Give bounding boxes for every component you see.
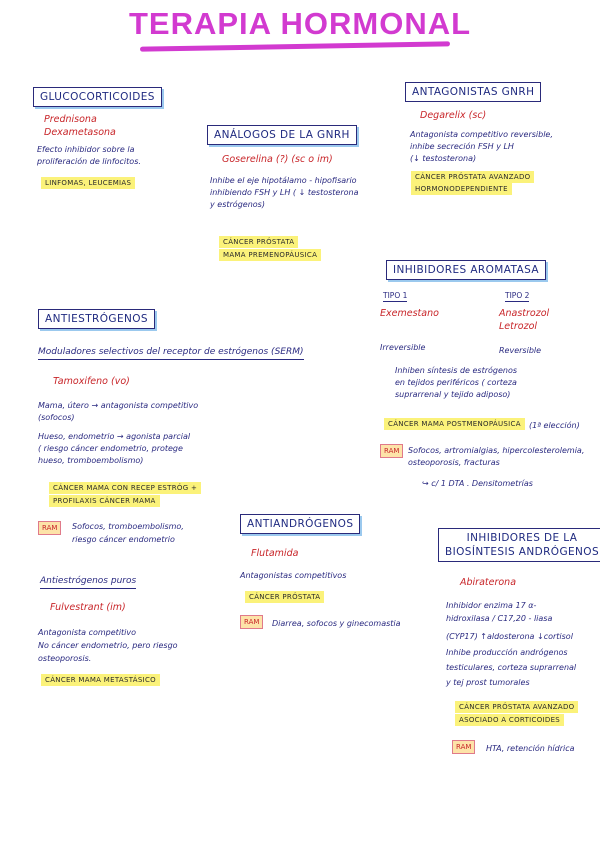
drug-letrozol: Letrozol xyxy=(499,321,538,332)
pure-antiestrogens-title: Antiestrógenos puros xyxy=(40,575,136,589)
antiandrogens-indication: CÁNCER PRÓSTATA xyxy=(245,591,324,603)
drug-fulvestrant: Fulvestrant (im) xyxy=(50,602,126,613)
antiestrogens-heading: ANTIESTRÓGENOS xyxy=(38,309,155,329)
aromatase-tipo2: TIPO 2 xyxy=(505,291,530,300)
drug-dexametasona: Dexametasona xyxy=(44,127,116,138)
aromatase-tipo1: TIPO 1 xyxy=(383,291,408,300)
pure-effect-2: No cáncer endometrio, pero riesgo xyxy=(38,641,178,650)
gnrh-antag-effect-2: inhibe secreción FSH y LH xyxy=(410,142,514,151)
drug-exemestano: Exemestano xyxy=(380,308,439,319)
gluco-effect-2: proliferación de linfocitos. xyxy=(37,157,141,166)
serm-effect2-3: hueso, tromboembolismo) xyxy=(38,456,144,465)
gnrh-analogs-indication-2: MAMA PREMENOPÁUSICA xyxy=(219,249,321,261)
drug-anastrozol: Anastrozol xyxy=(499,308,550,319)
gluco-effect-1: Efecto inhibidor sobre la xyxy=(37,145,135,154)
biosynth-heading-line1: INHIBIDORES DE LA xyxy=(466,532,578,544)
biosynth-effect-3: (CYP17) ↑aldosterona ↓cortisol xyxy=(446,632,573,641)
aromatase-heading: INHIBIDORES AROMATASA xyxy=(386,260,546,280)
aromatase-ram-2: osteoporosis, fracturas xyxy=(408,458,500,467)
title-underline xyxy=(140,41,450,51)
gnrh-analogs-heading: ANÁLOGOS DE LA GNRH xyxy=(207,125,357,145)
drug-prednisona: Prednisona xyxy=(44,114,97,125)
serm-effect1-2: (sofocos) xyxy=(38,413,75,422)
antiandrogens-heading: ANTIANDRÓGENOS xyxy=(240,514,360,534)
aromatase-ram-1: Sofocos, artromialgias, hipercolesterolemia, xyxy=(408,446,585,455)
aromatase-indication: CÁNCER MAMA POSTMENOPÁUSICA xyxy=(384,418,525,430)
serm-ram-badge: RAM xyxy=(38,521,61,535)
aromatase-ram-badge: RAM xyxy=(380,444,403,458)
biosynth-indication-2: ASOCIADO A CORTICOIDES xyxy=(455,714,564,726)
serm-ram-2: riesgo cáncer endometrio xyxy=(72,535,175,544)
drug-degarelix: Degarelix (sc) xyxy=(420,110,487,121)
serm-indication-1: CÁNCER MAMA CON RECEP ESTRÓG + xyxy=(49,482,201,494)
gnrh-analogs-effect-2: inhibiendo FSH y LH ( ↓ testosterona xyxy=(210,188,359,197)
serm-effect2-1: Hueso, endometrio → agonista parcial xyxy=(38,432,191,441)
biosynth-effect-5: testiculares, corteza suprarrenal xyxy=(446,663,577,672)
serm-effect2-2: ( riesgo cáncer endometrio, protege xyxy=(38,444,183,453)
biosynth-ram-badge: RAM xyxy=(452,740,475,754)
gnrh-antag-indication-2: HORMONODEPENDIENTE xyxy=(411,183,512,195)
serm-indication-2: PROFILAXIS CÁNCER MAMA xyxy=(49,495,160,507)
aromatase-reversible: Reversible xyxy=(499,346,542,355)
biosynth-effect-1: Inhibidor enzima 17 α- xyxy=(446,601,537,610)
drug-goserelina: Goserelina (?) (sc o im) xyxy=(222,154,333,165)
biosynth-indication-1: CÁNCER PRÓSTATA AVANZADO xyxy=(455,701,578,713)
drug-tamoxifeno: Tamoxifeno (vo) xyxy=(53,376,130,387)
gnrh-antag-heading: ANTAGONISTAS GNRH xyxy=(405,82,541,102)
gnrh-antag-effect-3: (↓ testosterona) xyxy=(410,154,477,163)
gnrh-analogs-indication-1: CÁNCER PRÓSTATA xyxy=(219,236,298,248)
aromatase-first-choice: (1ª elección) xyxy=(529,421,580,430)
aromatase-effect-2: en tejidos periféricos ( corteza xyxy=(395,378,517,387)
pure-indication: CÁNCER MAMA METASTÁSICO xyxy=(41,674,160,686)
serm-effect1-1: Mama, útero → antagonista competitivo xyxy=(38,401,199,410)
biosynth-effect-6: y tej prost tumorales xyxy=(446,678,530,687)
glucocorticoides-heading: GLUCOCORTICOIDES xyxy=(33,87,162,107)
aromatase-effect-3: suprarrenal y tejido adiposo) xyxy=(395,390,511,399)
pure-effect-3: osteoporosis. xyxy=(38,654,92,663)
page-title: TERAPIA HORMONAL xyxy=(128,6,472,41)
gluco-indication: LINFOMAS, LEUCEMIAS xyxy=(41,177,135,189)
antiandrogens-ram-badge: RAM xyxy=(240,615,263,629)
serm-title: Moduladores selectivos del receptor de estrógenos (SERM) xyxy=(38,346,304,360)
gnrh-analogs-effect-1: Inhibe el eje hipotálamo - hipofisario xyxy=(210,176,357,185)
biosynth-ram: HTA, retención hídrica xyxy=(486,744,575,753)
drug-abiraterona: Abiraterona xyxy=(460,577,517,588)
antiandrogens-ram: Diarrea, sofocos y ginecomastia xyxy=(272,619,401,628)
serm-ram-1: Sofocos, tromboembolismo, xyxy=(72,522,184,531)
aromatase-effect-1: Inhiben síntesis de estrógenos xyxy=(395,366,518,375)
drug-flutamida: Flutamida xyxy=(251,548,299,559)
aromatase-ram-note: ↪ c/ 1 DTA . Densitometrías xyxy=(422,479,533,488)
gnrh-analogs-effect-3: y estrógenos) xyxy=(210,200,265,209)
antiandrogens-effect: Antagonistas competitivos xyxy=(240,571,347,580)
biosynth-heading xyxy=(438,528,600,562)
biosynth-effect-4: Inhibe producción andrógenos xyxy=(446,648,568,657)
biosynth-effect-2: hidroxilasa / C17,20 - liasa xyxy=(446,614,553,623)
gnrh-antag-effect-1: Antagonista competitivo reversible, xyxy=(410,130,553,139)
aromatase-irreversible: Irreversible xyxy=(380,343,426,352)
biosynth-heading-line2: BIOSÍNTESIS ANDRÓGENOS xyxy=(445,546,600,558)
gnrh-antag-indication-1: CÁNCER PRÓSTATA AVANZADO xyxy=(411,171,534,183)
pure-effect-1: Antagonista competitivo xyxy=(38,628,137,637)
